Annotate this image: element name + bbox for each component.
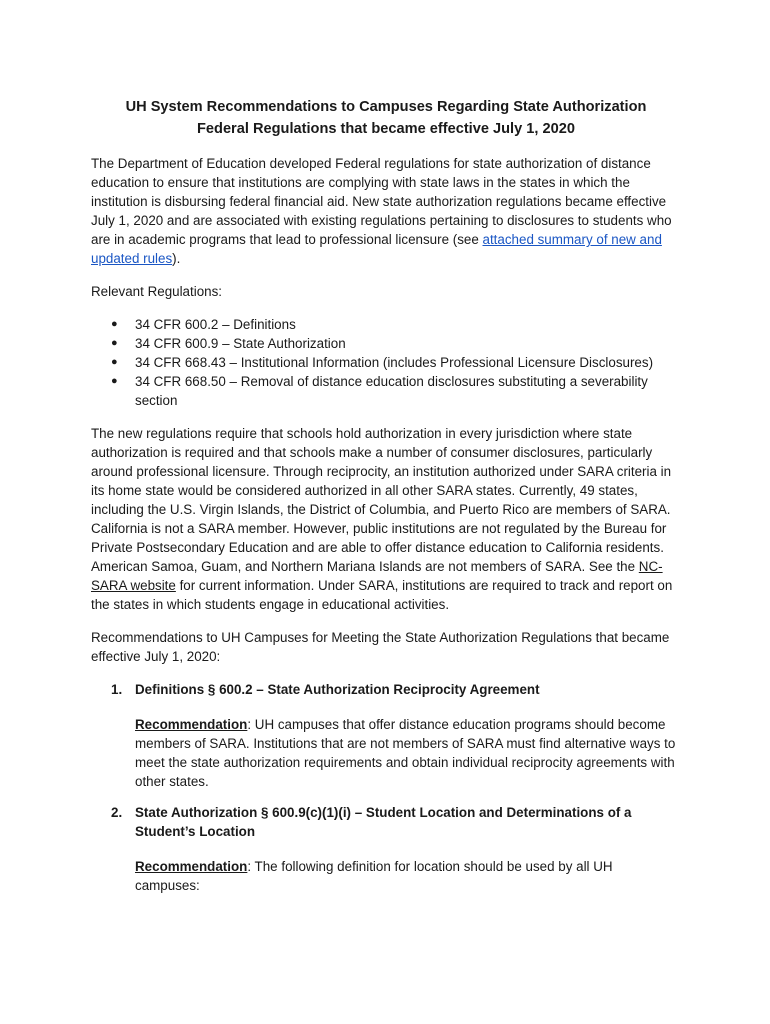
recommendation-body [135,715,681,791]
regulation-text: 34 CFR 668.43 – Institutional Information (includes Professional Licensure Disclosures) [135,355,654,370]
title-line-2: Federal Regulations that became effective July 1, 2020 [197,121,575,137]
regulation-text: 34 CFR 668.50 – Removal of distance education disclosures substituting a severability section [135,374,648,408]
bullet-icon: ● [111,356,118,368]
recommendations-intro: Recommendations to UH Campuses for Meeting the State Authorization Regulations that became effective July 1, 2020: [91,630,670,664]
intro-paragraph [91,154,681,268]
recommendations-list [91,680,681,895]
document-page [91,96,681,907]
nc-sara-website-link[interactable]: NC-SARA website [91,559,663,593]
recommendation-body [135,857,681,895]
recommendation-label: Recommendation [135,859,248,874]
regulation-item [91,372,681,410]
recommendation-heading: State Authorization § 600.9(c)(1)(i) – Student Location and Determinations of a Student’s Location [135,805,632,839]
recommendation-text: : UH campuses that offer distance education programs should become members of SARA. Institutions that are not members of SARA must find alternative ways to meet the state authorization requirements and obtain individual reciprocity agreements with other states. [135,717,676,789]
document-title [91,96,681,140]
regulation-text: 34 CFR 600.9 – State Authorization [135,336,346,351]
bullet-icon: ● [111,318,118,330]
intro-after: ). [172,251,181,266]
regulation-item [91,353,681,372]
recommendation-text: : The following definition for location should be used by all UH campuses: [135,859,613,893]
regulation-item [91,315,681,334]
recommendation-item [91,680,681,791]
recommendation-heading: Definitions § 600.2 – State Authorization Reciprocity Agreement [135,682,540,697]
bullet-icon: ● [111,375,118,387]
recommendation-item [91,803,681,895]
regulation-text: 34 CFR 600.2 – Definitions [135,317,296,332]
recommendation-number: 2. [111,805,123,820]
attached-summary-link[interactable]: attached summary of new and updated rules [91,232,662,266]
title-line-1: UH System Recommendations to Campuses Regarding State Authorization [125,99,647,115]
regulation-item [91,334,681,353]
bullet-icon: ● [111,337,118,349]
body-text: The new regulations require that schools hold authorization in every jurisdiction where state authorization is required and that schools make a number of consumer disclosures, particularly around professional licensure. Through reciprocity, an institution authorized under SARA criteria in its home state would be considered authorized in all other SARA states. Currently, 49 states, including the U.S. Virgin Islands, the District of Columbia, and Puerto Rico are members of SARA. California is not a SARA member. However, public institutions are not regulated by the Bureau for Private Postsecondary Education and are able to offer distance education to California residents. American Samoa, Guam, and Northern Mariana Islands are not members of SARA. See the [91,426,672,574]
intro-text: The Department of Education developed Federal regulations for state authorization of distance education to ensure that institutions are complying with state laws in the states in which the institution is disbursing federal financial aid. New state authorization regulations became effective July 1, 2020 and are associated with existing regulations pertaining to disclosures to students who are in academic programs that lead to professional licensure (see [91,156,672,247]
relevant-regulations-heading: Relevant Regulations: [91,284,223,299]
recommendation-label: Recommendation [135,717,248,732]
regulations-list [91,315,681,410]
recommendation-number: 1. [111,682,123,697]
body-after: for current information. Under SARA, institutions are required to track and report on the states in which students engage in educational activities. [91,578,673,612]
regulations-body-paragraph [91,424,681,614]
